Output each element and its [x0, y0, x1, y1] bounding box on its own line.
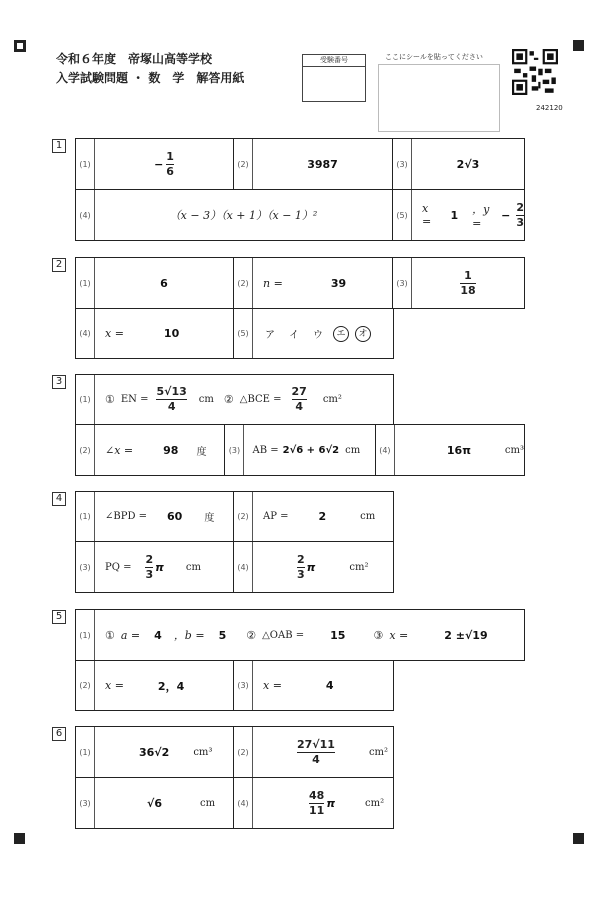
- s5-q1-cell[interactable]: [76, 610, 524, 660]
- s4-q3-unit: cm: [185, 561, 201, 573]
- s4-q4-unit: cm²: [349, 561, 369, 573]
- s4-q4-numerator: 2: [297, 552, 305, 566]
- s2-q3-number: (3): [393, 258, 412, 308]
- s3-q2-label: ∠x =: [105, 443, 134, 457]
- s3-q1-en-numerator: 5√13: [156, 385, 187, 398]
- title-line-1: 令和６年度 帝塚山高等学校: [56, 52, 213, 66]
- s1-q5-x-label: x =: [422, 202, 432, 228]
- s2-q3-numerator: 1: [464, 268, 472, 282]
- s2-q1-cell[interactable]: [76, 258, 233, 308]
- s6-q1-number: (1): [76, 727, 95, 777]
- s6-q4-unit: cm²: [365, 797, 385, 809]
- s3-q3-unit: cm: [345, 444, 361, 456]
- s3-q1-number: (1): [76, 375, 95, 424]
- s5-q1-oab-label: △OAB =: [262, 629, 305, 641]
- s4-q4-pi: π: [306, 560, 316, 574]
- s5-q1-x-answer: 2 ±√19: [444, 628, 488, 642]
- page-title: [56, 50, 244, 88]
- s2-q5-choice-o-circled: オ: [355, 326, 371, 342]
- s2-q2-label: n =: [263, 276, 283, 290]
- s2-q2-number: (2): [234, 258, 253, 308]
- qr-code-icon: [512, 49, 558, 95]
- s4-q2-cell[interactable]: [233, 492, 393, 541]
- s6-q2-cell[interactable]: [233, 727, 393, 777]
- s3-q1-bce-fraction: [292, 386, 307, 413]
- s2-q5-choice-e-circled: エ: [333, 326, 349, 342]
- s3-q3-cell[interactable]: [224, 425, 374, 475]
- s4-row-1: [75, 491, 394, 542]
- s5-q1-mark-2: ②: [246, 628, 257, 642]
- s4-q3-label: PQ =: [105, 561, 132, 573]
- s2-q2-cell[interactable]: [233, 258, 392, 308]
- corner-mark-top-right: [573, 40, 584, 51]
- s6-q4-denominator: 11: [309, 803, 325, 817]
- s2-q5-choice-a: ア: [265, 330, 275, 341]
- s2-q4-cell[interactable]: [76, 309, 233, 358]
- section-number-4: 4: [52, 492, 66, 506]
- sheet-code: 242120: [536, 104, 563, 112]
- s3-q3-number: (3): [225, 425, 244, 475]
- s4-q1-answer: 60: [167, 510, 183, 523]
- s4-q3-numerator: 2: [145, 552, 154, 566]
- s6-row-2: [75, 777, 394, 829]
- corner-mark-bottom-left: [14, 833, 25, 844]
- s6-q4-numerator: 48: [309, 788, 325, 802]
- s5-q1-oab-answer: 15: [330, 628, 346, 642]
- s4-q3-number: (3): [76, 542, 95, 592]
- s4-q2-number: (2): [234, 492, 253, 541]
- s6-q1-cell[interactable]: [76, 727, 233, 777]
- s2-q5-choice-u: ウ: [313, 330, 323, 341]
- s3-q1-cell[interactable]: [76, 375, 393, 424]
- s6-q2-number: (2): [234, 727, 253, 777]
- s5-q1-x-label: x =: [389, 628, 409, 642]
- s5-q1-b-answer: 5: [218, 628, 227, 642]
- section-number-3: 3: [52, 375, 66, 389]
- s1-q1-denominator: 6: [166, 164, 174, 178]
- s5-row-2: [75, 660, 394, 711]
- s4-q1-cell[interactable]: [76, 492, 233, 541]
- s6-q4-number: (4): [234, 778, 253, 828]
- s5-q1-a-answer: 4: [154, 628, 162, 642]
- s3-q1-bce-denominator: 4: [295, 400, 303, 413]
- s2-q2-answer: 39: [330, 276, 347, 290]
- s2-q3-fraction: [460, 270, 475, 297]
- s3-q4-unit: cm³: [504, 444, 524, 456]
- s6-q4-cell[interactable]: [233, 778, 393, 828]
- s3-q1-en-denominator: 4: [167, 400, 176, 413]
- s1-row-1: [75, 138, 525, 190]
- section-number-5: 5: [52, 610, 66, 624]
- s1-q2-cell[interactable]: [233, 139, 392, 189]
- s3-row-2: [75, 424, 525, 476]
- s5-q3-label: x =: [263, 679, 282, 692]
- s5-q3-answer: 4: [325, 679, 334, 692]
- s5-q1-a-label: a =: [120, 628, 141, 642]
- s3-q1-bce-label: △BCE =: [239, 394, 282, 405]
- s1-q5-y-label: ，y =: [472, 202, 490, 230]
- s3-q2-cell[interactable]: [76, 425, 224, 475]
- s6-q3-cell[interactable]: [76, 778, 233, 828]
- s6-q3-answer: √6: [147, 796, 162, 810]
- s4-q3-pi: π: [155, 560, 164, 574]
- s2-row-1: [75, 257, 525, 309]
- s1-q3-cell[interactable]: [392, 139, 524, 189]
- s1-q2-number: (2): [234, 139, 253, 189]
- s6-q4-pi: π: [326, 796, 336, 810]
- s3-q1-mark-1: ①: [105, 393, 115, 406]
- s1-q1-number: (1): [76, 139, 95, 189]
- s3-q4-answer: 16π: [446, 443, 471, 457]
- s2-q4-answer: 10: [163, 327, 180, 340]
- s3-q1-bce-unit: cm²: [322, 394, 342, 405]
- s3-q1-en-fraction: [156, 386, 186, 413]
- s5-row-1: [75, 609, 525, 661]
- s1-q5-number: (5): [393, 190, 412, 240]
- exam-number-label: 受験番号: [303, 55, 365, 67]
- s3-q1-mark-2: ②: [223, 393, 234, 406]
- s6-q1-unit: cm³: [193, 746, 213, 758]
- s1-q1-cell[interactable]: [76, 139, 233, 189]
- s4-q1-label: ∠BPD =: [105, 511, 148, 522]
- s3-q4-number: (4): [376, 425, 395, 475]
- s4-row-2: [75, 541, 394, 593]
- s1-q4-number: (4): [76, 190, 95, 240]
- s5-q2-answer: 2，4: [157, 679, 185, 693]
- s3-q3-answer: 2√6 + 6√2: [282, 444, 340, 456]
- s4-q3-denominator: 3: [145, 567, 154, 581]
- s2-q5-choice-i: イ: [289, 330, 299, 341]
- s4-q3-fraction: [145, 554, 153, 581]
- s3-q2-answer: 98: [163, 443, 179, 457]
- corner-mark-bottom-right: [573, 833, 584, 844]
- corner-mark-top-left: [14, 40, 26, 52]
- s3-row-1: [75, 374, 394, 425]
- s2-q5-number: (5): [234, 309, 253, 358]
- section-number-6: 6: [52, 727, 66, 741]
- s1-q1-sign: −: [154, 157, 164, 171]
- s5-q3-cell[interactable]: [233, 661, 393, 710]
- s3-q1-en-label: EN =: [120, 394, 149, 405]
- s3-q4-cell[interactable]: [375, 425, 524, 475]
- s2-q3-cell[interactable]: [392, 258, 524, 308]
- s1-q2-answer: 3987: [307, 157, 338, 171]
- s1-q5-y-denominator: 3: [516, 215, 524, 229]
- s4-q4-fraction: [297, 554, 305, 581]
- s1-q4-cell[interactable]: [76, 190, 392, 240]
- s3-q3-label: AB =: [252, 444, 279, 456]
- s6-q3-unit: cm: [200, 797, 216, 809]
- s6-row-1: [75, 726, 394, 778]
- s5-q2-label: x =: [105, 679, 124, 692]
- s5-q1-number: (1): [76, 610, 95, 660]
- s1-q5-x-answer: 1: [450, 208, 459, 222]
- s2-q1-answer: 6: [160, 276, 168, 290]
- s5-q3-number: (3): [234, 661, 253, 710]
- s1-q5-y-fraction: [516, 202, 524, 229]
- s1-q1-fraction: [166, 151, 174, 178]
- s6-q2-numerator: 27√11: [297, 737, 335, 751]
- sticker-area[interactable]: [378, 64, 500, 132]
- s6-q1-answer: 36√2: [139, 745, 170, 759]
- s3-q2-number: (2): [76, 425, 95, 475]
- s2-q1-number: (1): [76, 258, 95, 308]
- s5-q2-number: (2): [76, 661, 95, 710]
- s1-q5-y-numerator: 2: [516, 200, 524, 214]
- s4-q4-denominator: 3: [297, 567, 305, 581]
- s4-q2-label: AP =: [263, 511, 289, 522]
- s3-q1-bce-numerator: 27: [291, 385, 307, 398]
- s1-q4-answer: （x − 3）（x + 1）（x − 1）²: [169, 209, 318, 222]
- s4-q4-cell[interactable]: [233, 542, 393, 592]
- s6-q2-denominator: 4: [312, 752, 320, 766]
- s5-q1-mark-1: ①: [105, 628, 115, 642]
- s4-q2-unit: cm: [360, 511, 376, 522]
- s4-q2-answer: 2: [318, 510, 327, 523]
- s4-q1-number: (1): [76, 492, 95, 541]
- s5-q1-b-label: ，b =: [173, 629, 205, 642]
- s2-row-2: [75, 308, 394, 359]
- s6-q2-fraction: [297, 739, 335, 766]
- s1-q3-answer: 2√3: [456, 157, 480, 171]
- section-number-1: 1: [52, 139, 66, 153]
- s3-q2-unit: 度: [196, 446, 207, 458]
- title-line-2: 入学試験問題 ・ 数 学 解答用紙: [56, 71, 245, 85]
- sticker-label: ここにシールを貼ってください: [385, 53, 483, 61]
- s2-q5-cell[interactable]: [233, 309, 393, 358]
- s1-q3-number: (3): [393, 139, 412, 189]
- s5-q2-cell[interactable]: [76, 661, 233, 710]
- s6-q3-number: (3): [76, 778, 95, 828]
- s4-q4-number: (4): [234, 542, 253, 592]
- s3-q1-en-unit: cm: [198, 394, 214, 405]
- s1-q5-cell[interactable]: [392, 190, 524, 240]
- s4-q1-unit: 度: [204, 513, 215, 524]
- s2-q4-number: (4): [76, 309, 95, 358]
- s1-row-2: [75, 189, 525, 241]
- s2-q3-denominator: 18: [460, 283, 476, 297]
- exam-number-box[interactable]: [302, 54, 366, 102]
- s6-q4-fraction: [309, 790, 324, 817]
- section-number-2: 2: [52, 258, 66, 272]
- s4-q3-cell[interactable]: [76, 542, 233, 592]
- s1-q1-numerator: 1: [166, 149, 174, 163]
- s5-q1-mark-3: ③: [373, 628, 384, 642]
- s2-q4-label: x =: [105, 327, 124, 340]
- s6-q2-unit: cm²: [368, 746, 389, 758]
- s1-q5-y-sign: −: [501, 208, 511, 222]
